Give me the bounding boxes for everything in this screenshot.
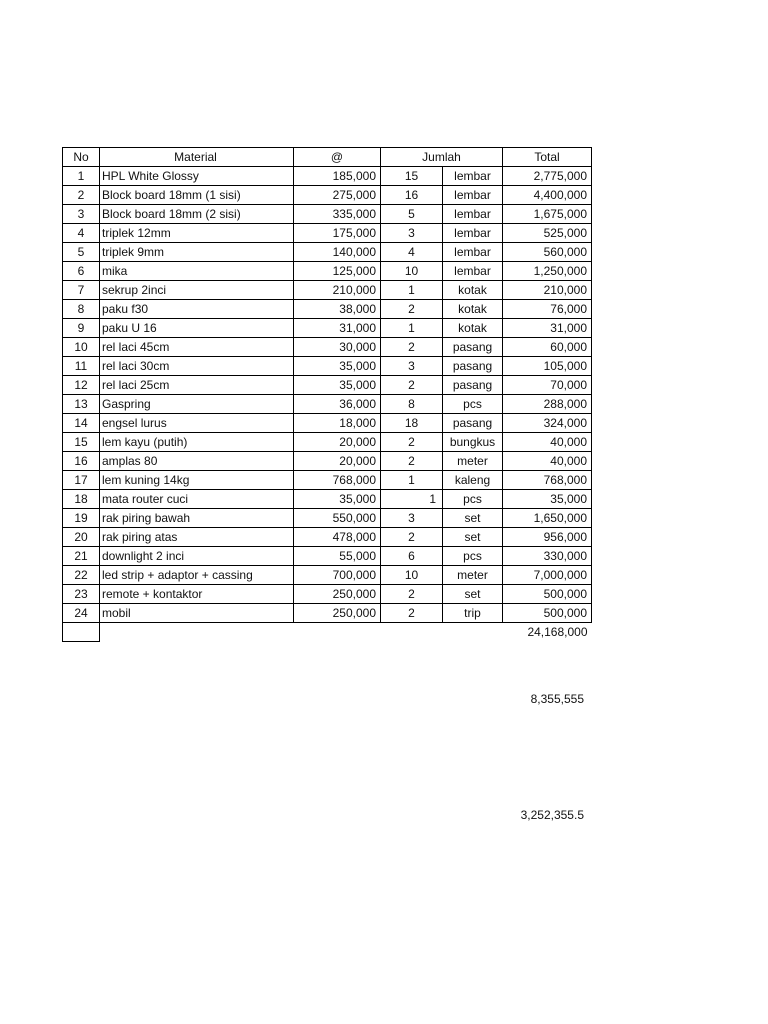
table-row [63,433,592,452]
row-unit: pasang [443,376,503,395]
header-unit-price: @ [294,148,381,167]
row-material: mika [100,262,294,281]
row-price: 250,000 [294,604,381,623]
row-unit: lembar [443,262,503,281]
row-unit: meter [443,452,503,471]
row-material: mobil [100,604,294,623]
row-total: 60,000 [503,338,592,357]
row-unit: pasang [443,414,503,433]
table-row [63,281,592,300]
row-total: 40,000 [503,433,592,452]
row-unit: kotak [443,319,503,338]
row-unit: lembar [443,186,503,205]
materials-table [62,147,592,642]
row-total: 324,000 [503,414,592,433]
row-material: HPL White Glossy [100,167,294,186]
row-no: 13 [63,395,100,414]
row-price: 31,000 [294,319,381,338]
row-unit: kaleng [443,471,503,490]
row-unit: meter [443,566,503,585]
row-quantity: 2 [381,376,443,395]
row-material: lem kayu (putih) [100,433,294,452]
table-row [63,566,592,585]
row-material: paku U 16 [100,319,294,338]
row-quantity: 2 [381,585,443,604]
row-total: 1,250,000 [503,262,592,281]
row-no: 11 [63,357,100,376]
row-material: mata router cuci [100,490,294,509]
row-material: triplek 12mm [100,224,294,243]
grand-total-row [63,623,592,642]
row-quantity: 2 [381,604,443,623]
row-unit: set [443,509,503,528]
table-row [63,300,592,319]
extra-value-1: 8,355,555 [530,692,584,706]
row-total: 330,000 [503,547,592,566]
extra-value-2: 3,252,355.5 [520,808,584,822]
row-total: 288,000 [503,395,592,414]
row-no: 2 [63,186,100,205]
row-total: 76,000 [503,300,592,319]
row-price: 700,000 [294,566,381,585]
row-quantity: 15 [381,167,443,186]
row-unit: pasang [443,357,503,376]
table-row [63,376,592,395]
row-price: 20,000 [294,452,381,471]
row-quantity: 1 [381,490,443,509]
row-no: 8 [63,300,100,319]
row-no: 23 [63,585,100,604]
row-price: 38,000 [294,300,381,319]
row-quantity: 2 [381,433,443,452]
row-price: 275,000 [294,186,381,205]
row-quantity: 5 [381,205,443,224]
row-price: 140,000 [294,243,381,262]
row-total: 2,775,000 [503,167,592,186]
row-price: 35,000 [294,376,381,395]
row-total: 4,400,000 [503,186,592,205]
row-material: Block board 18mm (2 sisi) [100,205,294,224]
row-material: rak piring bawah [100,509,294,528]
row-unit: lembar [443,243,503,262]
blank-cell [294,623,381,642]
row-quantity: 10 [381,566,443,585]
row-unit: pcs [443,547,503,566]
row-no: 9 [63,319,100,338]
row-unit: kotak [443,300,503,319]
row-price: 768,000 [294,471,381,490]
row-quantity: 4 [381,243,443,262]
table-row [63,338,592,357]
row-quantity: 3 [381,357,443,376]
row-total: 1,675,000 [503,205,592,224]
row-no: 16 [63,452,100,471]
table-row [63,490,592,509]
row-price: 478,000 [294,528,381,547]
row-total: 7,000,000 [503,566,592,585]
blank-cell [443,623,503,642]
row-quantity: 2 [381,300,443,319]
row-quantity: 1 [381,471,443,490]
row-total: 1,650,000 [503,509,592,528]
row-unit: lembar [443,205,503,224]
row-total: 768,000 [503,471,592,490]
row-material: rak piring atas [100,528,294,547]
row-no: 4 [63,224,100,243]
row-material: remote + kontaktor [100,585,294,604]
row-price: 210,000 [294,281,381,300]
row-no: 12 [63,376,100,395]
row-unit: pcs [443,490,503,509]
row-price: 20,000 [294,433,381,452]
row-unit: kotak [443,281,503,300]
table-row [63,357,592,376]
row-total: 40,000 [503,452,592,471]
empty-cell [63,623,100,642]
table-row [63,528,592,547]
row-total: 31,000 [503,319,592,338]
row-material: Gaspring [100,395,294,414]
row-material: Block board 18mm (1 sisi) [100,186,294,205]
row-total: 560,000 [503,243,592,262]
header-no: No [63,148,100,167]
row-no: 14 [63,414,100,433]
table-row [63,547,592,566]
row-no: 15 [63,433,100,452]
row-material: engsel lurus [100,414,294,433]
row-quantity: 6 [381,547,443,566]
header-material: Material [100,148,294,167]
row-no: 10 [63,338,100,357]
row-price: 185,000 [294,167,381,186]
row-total: 210,000 [503,281,592,300]
row-price: 175,000 [294,224,381,243]
row-quantity: 10 [381,262,443,281]
row-material: lem kuning 14kg [100,471,294,490]
row-quantity: 3 [381,224,443,243]
row-no: 18 [63,490,100,509]
row-no: 22 [63,566,100,585]
row-total: 525,000 [503,224,592,243]
row-material: triplek 9mm [100,243,294,262]
row-price: 335,000 [294,205,381,224]
table-row [63,452,592,471]
row-unit: pasang [443,338,503,357]
table-row [63,509,592,528]
row-unit: pcs [443,395,503,414]
row-price: 36,000 [294,395,381,414]
table-row [63,585,592,604]
row-material: downlight 2 inci [100,547,294,566]
blank-cell [100,623,294,642]
table-row [63,205,592,224]
row-price: 18,000 [294,414,381,433]
row-quantity: 2 [381,338,443,357]
row-quantity: 1 [381,319,443,338]
row-quantity: 1 [381,281,443,300]
row-material: sekrup 2inci [100,281,294,300]
row-unit: bungkus [443,433,503,452]
row-quantity: 2 [381,528,443,547]
row-price: 250,000 [294,585,381,604]
row-material: led strip + adaptor + cassing [100,566,294,585]
table-row [63,395,592,414]
row-quantity: 16 [381,186,443,205]
table-row [63,186,592,205]
row-quantity: 18 [381,414,443,433]
row-price: 35,000 [294,357,381,376]
row-no: 6 [63,262,100,281]
row-no: 5 [63,243,100,262]
row-price: 35,000 [294,490,381,509]
row-total: 956,000 [503,528,592,547]
table-row [63,262,592,281]
row-material: rel laci 30cm [100,357,294,376]
row-no: 24 [63,604,100,623]
row-unit: lembar [443,224,503,243]
table-row [63,243,592,262]
row-no: 3 [63,205,100,224]
row-unit: trip [443,604,503,623]
row-total: 70,000 [503,376,592,395]
row-no: 17 [63,471,100,490]
row-no: 19 [63,509,100,528]
table-row [63,167,592,186]
row-total: 500,000 [503,585,592,604]
row-price: 125,000 [294,262,381,281]
row-price: 30,000 [294,338,381,357]
materials-table-body [63,148,592,642]
table-row [63,224,592,243]
row-total: 35,000 [503,490,592,509]
row-material: rel laci 45cm [100,338,294,357]
row-material: amplas 80 [100,452,294,471]
table-row [63,604,592,623]
row-total: 500,000 [503,604,592,623]
grand-total: 24,168,000 [527,625,588,639]
row-quantity: 8 [381,395,443,414]
row-quantity: 3 [381,509,443,528]
row-material: paku f30 [100,300,294,319]
row-unit: set [443,585,503,604]
header-total: Total [503,148,592,167]
row-no: 7 [63,281,100,300]
row-unit: set [443,528,503,547]
row-material: rel laci 25cm [100,376,294,395]
table-row [63,319,592,338]
header-quantity: Jumlah [381,148,503,167]
row-price: 550,000 [294,509,381,528]
row-quantity: 2 [381,452,443,471]
row-unit: lembar [443,167,503,186]
header-row [63,148,592,167]
row-no: 21 [63,547,100,566]
row-price: 55,000 [294,547,381,566]
row-no: 1 [63,167,100,186]
table-row [63,471,592,490]
row-no: 20 [63,528,100,547]
table-row [63,414,592,433]
blank-cell [381,623,443,642]
row-total: 105,000 [503,357,592,376]
